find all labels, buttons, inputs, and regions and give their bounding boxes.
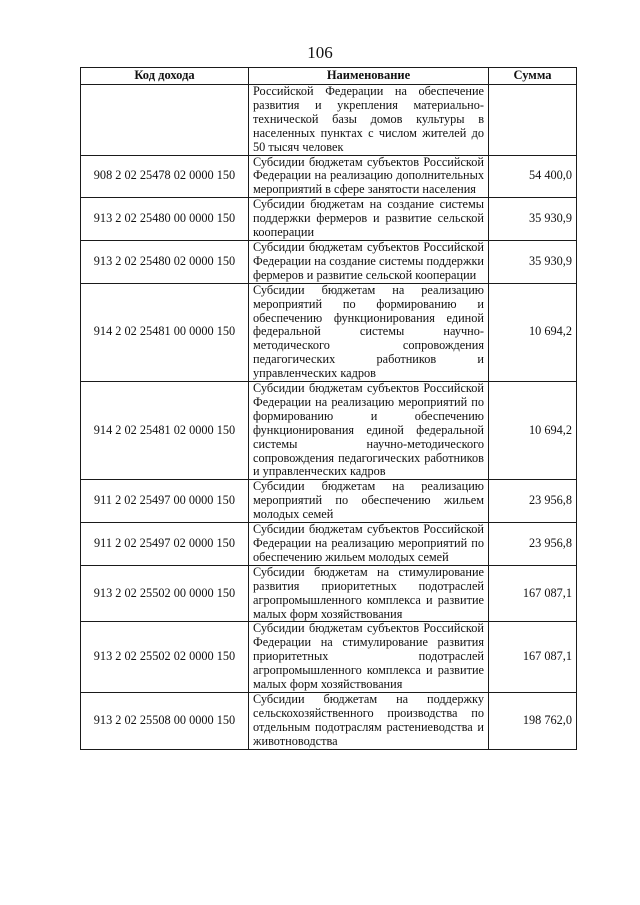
revenue-table — [80, 67, 577, 750]
table-row — [81, 480, 577, 523]
item-name: Субсидии бюджетам субъектов Российской Федерации на стимулирование развития приоритетных подотраслей агропромышленного комплекса и развитие малых форм хозяйствования — [249, 622, 489, 693]
table-row — [81, 283, 577, 381]
table-row — [81, 198, 577, 241]
income-code: 914 2 02 25481 02 0000 150 — [81, 382, 249, 480]
item-amount: 10 694,2 — [489, 382, 577, 480]
table-row — [81, 565, 577, 622]
item-name: Субсидии бюджетам на создание системы поддержки фермеров и развитие сельской кооперации — [249, 198, 489, 241]
item-name: Субсидии бюджетам субъектов Российской Федерации на реализацию дополнительных мероприятий в сфере занятости населения — [249, 155, 489, 198]
header-name: Наименование — [249, 68, 489, 85]
income-code: 908 2 02 25478 02 0000 150 — [81, 155, 249, 198]
income-code: 913 2 02 25480 02 0000 150 — [81, 240, 249, 283]
item-amount: 167 087,1 — [489, 565, 577, 622]
item-name: Субсидии бюджетам на реализацию мероприятий по формированию и обеспечению функционирования единой федеральной системы научно-методического сопровождения педагогических работников и управленческих кадров — [249, 283, 489, 381]
item-amount: 23 956,8 — [489, 480, 577, 523]
item-amount: 23 956,8 — [489, 523, 577, 566]
item-amount: 54 400,0 — [489, 155, 577, 198]
item-amount: 198 762,0 — [489, 692, 577, 749]
income-code: 913 2 02 25502 02 0000 150 — [81, 622, 249, 693]
table-row — [81, 382, 577, 480]
header-code: Код дохода — [81, 68, 249, 85]
item-amount: 35 930,9 — [489, 198, 577, 241]
table-row — [81, 622, 577, 693]
item-name: Субсидии бюджетам на стимулирование развития приоритетных подотраслей агропромышленного комплекса и развитие малых форм хозяйствования — [249, 565, 489, 622]
table-row — [81, 523, 577, 566]
table-row — [81, 692, 577, 749]
table-row — [81, 240, 577, 283]
income-code: 913 2 02 25502 00 0000 150 — [81, 565, 249, 622]
item-name: Субсидии бюджетам субъектов Российской Федерации на реализацию мероприятий по формированию и обеспечению функционирования единой федеральной системы научно-методического сопровождения педагогических работников и управленческих кадров — [249, 382, 489, 480]
item-name: Субсидии бюджетам на реализацию мероприятий по обеспечению жильем молодых семей — [249, 480, 489, 523]
item-name: Субсидии бюджетам на поддержку сельскохозяйственного производства по отдельным подотраслям растениеводства и животноводства — [249, 692, 489, 749]
header-amount: Сумма — [489, 68, 577, 85]
item-amount — [489, 85, 577, 156]
income-code: 913 2 02 25480 00 0000 150 — [81, 198, 249, 241]
item-amount: 10 694,2 — [489, 283, 577, 381]
item-name: Субсидии бюджетам субъектов Российской Федерации на реализацию мероприятий по обеспечению жильем молодых семей — [249, 523, 489, 566]
header-row — [81, 68, 577, 85]
item-amount: 35 930,9 — [489, 240, 577, 283]
income-code: 911 2 02 25497 00 0000 150 — [81, 480, 249, 523]
income-code: 913 2 02 25508 00 0000 150 — [81, 692, 249, 749]
item-name: Российской Федерации на обеспечение развития и укрепления материально-технической базы домов культуры в населенных пунктах с числом жителей до 50 тысяч человек — [249, 85, 489, 156]
income-code: 911 2 02 25497 02 0000 150 — [81, 523, 249, 566]
item-amount: 167 087,1 — [489, 622, 577, 693]
income-code: 914 2 02 25481 00 0000 150 — [81, 283, 249, 381]
item-name: Субсидии бюджетам субъектов Российской Федерации на создание системы поддержки фермеров и развитие сельской кооперации — [249, 240, 489, 283]
table-body — [81, 85, 577, 750]
table-header — [81, 68, 577, 85]
page-number: 106 — [307, 43, 333, 62]
income-code — [81, 85, 249, 156]
table-row — [81, 85, 577, 156]
table-row — [81, 155, 577, 198]
